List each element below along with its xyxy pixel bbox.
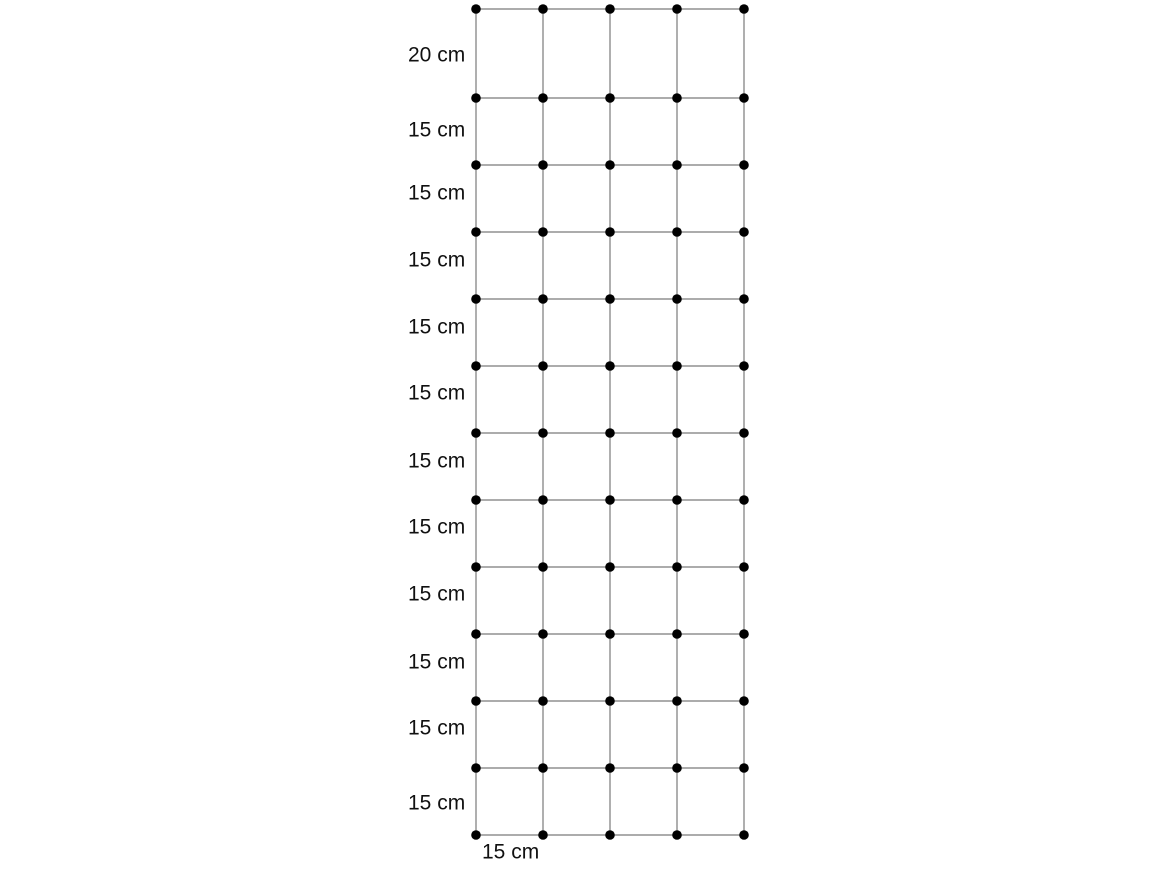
junction-node [605, 830, 615, 840]
junction-node [739, 562, 749, 572]
junction-node [739, 227, 749, 237]
junction-node [605, 93, 615, 103]
junction-node [605, 4, 615, 14]
row-spacing-label: 15 cm [408, 515, 466, 539]
junction-node [739, 495, 749, 505]
junction-node [672, 830, 682, 840]
junction-node [471, 294, 481, 304]
junction-node [672, 93, 682, 103]
row-spacing-label: 15 cm [408, 582, 466, 606]
junction-node [739, 696, 749, 706]
junction-node [739, 629, 749, 639]
junction-node [605, 696, 615, 706]
junction-node [471, 696, 481, 706]
row-spacing-label: 15 cm [408, 118, 466, 142]
junction-node [471, 562, 481, 572]
junction-node [471, 4, 481, 14]
row-spacing-label: 15 cm [408, 716, 466, 740]
junction-node [471, 428, 481, 438]
junction-node [471, 495, 481, 505]
junction-node [672, 4, 682, 14]
junction-node [672, 562, 682, 572]
junction-node [605, 361, 615, 371]
junction-node [471, 763, 481, 773]
junction-node [739, 763, 749, 773]
junction-node [605, 428, 615, 438]
junction-node [538, 227, 548, 237]
row-spacing-label: 15 cm [408, 315, 466, 339]
junction-node [739, 361, 749, 371]
junction-node [672, 227, 682, 237]
row-spacing-label: 15 cm [408, 381, 466, 405]
column-spacing-label: 15 cm [482, 840, 540, 864]
junction-node [538, 4, 548, 14]
grid-lines [476, 9, 744, 835]
junction-node [672, 294, 682, 304]
junction-node [471, 629, 481, 639]
junction-node [739, 830, 749, 840]
junction-node [471, 830, 481, 840]
junction-node [538, 763, 548, 773]
junction-node [605, 294, 615, 304]
junction-node [739, 93, 749, 103]
junction-node [538, 361, 548, 371]
junction-node [605, 227, 615, 237]
junction-node [605, 763, 615, 773]
junction-node [739, 160, 749, 170]
junction-node [739, 294, 749, 304]
junction-node [471, 93, 481, 103]
junction-node [672, 629, 682, 639]
row-spacing-label: 15 cm [408, 181, 466, 205]
row-spacing-label: 15 cm [408, 449, 466, 473]
junction-node [538, 696, 548, 706]
junction-node [605, 160, 615, 170]
row-spacing-label: 15 cm [408, 650, 466, 674]
junction-node [538, 294, 548, 304]
junction-node [538, 93, 548, 103]
junction-node [538, 562, 548, 572]
junction-node [672, 361, 682, 371]
junction-node [672, 160, 682, 170]
junction-node [672, 696, 682, 706]
junction-node [739, 428, 749, 438]
junction-node [538, 495, 548, 505]
junction-node [538, 830, 548, 840]
junction-node [538, 629, 548, 639]
junction-node [538, 428, 548, 438]
junction-node [605, 629, 615, 639]
junction-node [605, 562, 615, 572]
junction-node [672, 763, 682, 773]
junction-node [672, 495, 682, 505]
row-spacing-label: 15 cm [408, 248, 466, 272]
row-spacing-label: 15 cm [408, 791, 466, 815]
junction-node [471, 160, 481, 170]
junction-node [739, 4, 749, 14]
junction-node [672, 428, 682, 438]
junction-node [471, 361, 481, 371]
junction-node [471, 227, 481, 237]
junction-node [605, 495, 615, 505]
junction-node [538, 160, 548, 170]
row-spacing-label: 20 cm [408, 43, 466, 67]
